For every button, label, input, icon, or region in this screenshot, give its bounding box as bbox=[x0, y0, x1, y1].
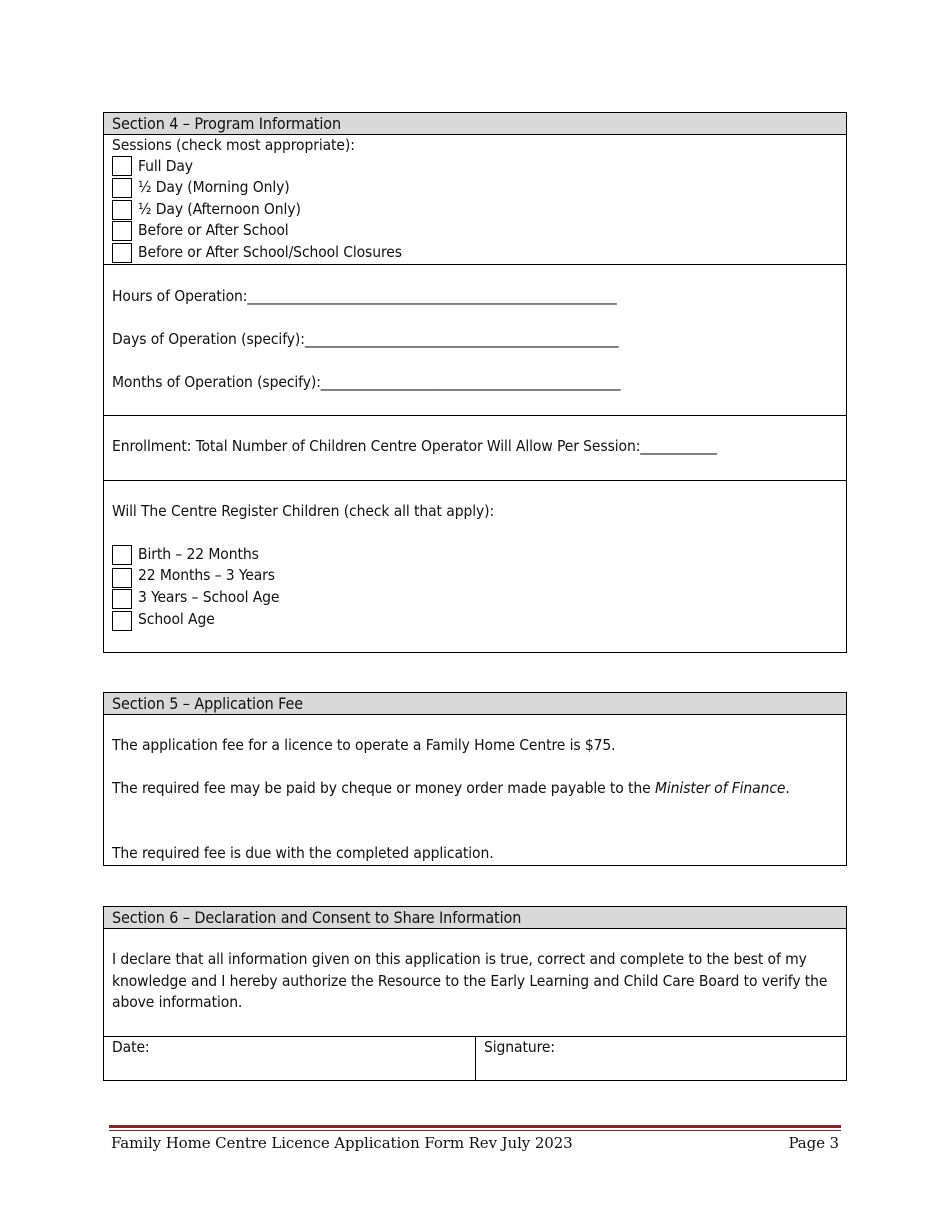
section-4-title: Section 4 – Program Information bbox=[104, 113, 846, 135]
signature-cell[interactable] bbox=[476, 1037, 846, 1080]
section-6-declaration bbox=[103, 906, 847, 1081]
session-checkbox-half-day-afternoon[interactable] bbox=[112, 200, 132, 220]
enrollment-row bbox=[104, 415, 846, 480]
hours-label: Hours of Operation: bbox=[112, 287, 248, 305]
signature-label: Signature: bbox=[484, 1038, 555, 1056]
session-checkbox-school-closures[interactable] bbox=[112, 243, 132, 263]
months-label: Months of Operation (specify): bbox=[112, 373, 321, 391]
months-field[interactable]: ___________________________________________ bbox=[320, 373, 621, 391]
declaration-content bbox=[104, 929, 846, 1036]
register-row bbox=[104, 480, 846, 652]
payment-payee: Minister of Finance bbox=[654, 779, 786, 797]
hours-field[interactable]: _____________________________________________________ bbox=[247, 287, 617, 305]
date-label: Date: bbox=[112, 1038, 150, 1056]
declaration-text: I declare that all information given on this application is true, correct and complete to the best of my knowledge and I hereby authorize the Resource to the Early Learning and Child Care Board to verify the above information. bbox=[112, 950, 828, 1011]
due-text: The required fee is due with the completed application. bbox=[112, 844, 494, 862]
age-checkbox-22-months-3-years[interactable] bbox=[112, 568, 132, 588]
operation-row bbox=[104, 264, 846, 415]
section-4-program-information bbox=[103, 112, 847, 653]
date-cell[interactable] bbox=[104, 1037, 476, 1080]
session-label-half-day-morning: ½ Day (Morning Only) bbox=[138, 178, 290, 196]
footer-page-number: Page 3 bbox=[788, 1134, 839, 1152]
section-5-title: Section 5 – Application Fee bbox=[104, 693, 846, 715]
age-label-school-age: School Age bbox=[138, 610, 215, 628]
age-checkbox-school-age[interactable] bbox=[112, 611, 132, 631]
payment-text bbox=[112, 778, 834, 800]
date-signature-row bbox=[104, 1036, 846, 1080]
footer-form-title: Family Home Centre Licence Application Form Rev July 2023 bbox=[111, 1134, 573, 1152]
section-6-title: Section 6 – Declaration and Consent to Share Information bbox=[104, 907, 846, 929]
age-checkbox-birth-22-months[interactable] bbox=[112, 545, 132, 565]
fee-text: The application fee for a licence to operate a Family Home Centre is $75. bbox=[112, 736, 616, 754]
enrollment bbox=[112, 437, 717, 455]
footer-rule-thin bbox=[109, 1130, 841, 1131]
session-checkbox-before-after-school[interactable] bbox=[112, 221, 132, 241]
sessions-row bbox=[104, 135, 846, 264]
session-label-school-closures: Before or After School/School Closures bbox=[138, 243, 402, 261]
session-checkbox-full-day[interactable] bbox=[112, 156, 132, 176]
days-field[interactable]: _____________________________________________ bbox=[304, 330, 619, 348]
session-label-half-day-afternoon: ½ Day (Afternoon Only) bbox=[138, 200, 301, 218]
session-label-full-day: Full Day bbox=[138, 157, 193, 175]
payment-text-suffix: . bbox=[785, 779, 790, 797]
fee-content bbox=[104, 715, 846, 865]
enrollment-label: Enrollment: Total Number of Children Centre Operator Will Allow Per Session: bbox=[112, 437, 641, 455]
sessions-label: Sessions (check most appropriate): bbox=[112, 136, 355, 154]
months-of-operation bbox=[112, 373, 621, 391]
days-of-operation bbox=[112, 330, 619, 348]
days-label: Days of Operation (specify): bbox=[112, 330, 305, 348]
age-label-birth-22-months: Birth – 22 Months bbox=[138, 545, 259, 563]
session-label-before-after-school: Before or After School bbox=[138, 221, 289, 239]
section-5-application-fee bbox=[103, 692, 847, 866]
session-checkbox-half-day-morning[interactable] bbox=[112, 178, 132, 198]
enrollment-field[interactable]: ___________ bbox=[640, 437, 717, 455]
age-label-3-years-school-age: 3 Years – School Age bbox=[138, 588, 280, 606]
payment-text-prefix: The required fee may be paid by cheque or money order made payable to the bbox=[112, 779, 655, 797]
age-checkbox-3-years-school-age[interactable] bbox=[112, 589, 132, 609]
register-label: Will The Centre Register Children (check all that apply): bbox=[112, 502, 495, 520]
hours-of-operation bbox=[112, 287, 617, 305]
age-label-22-months-3-years: 22 Months – 3 Years bbox=[138, 566, 275, 584]
footer-rule-thick bbox=[109, 1125, 841, 1128]
